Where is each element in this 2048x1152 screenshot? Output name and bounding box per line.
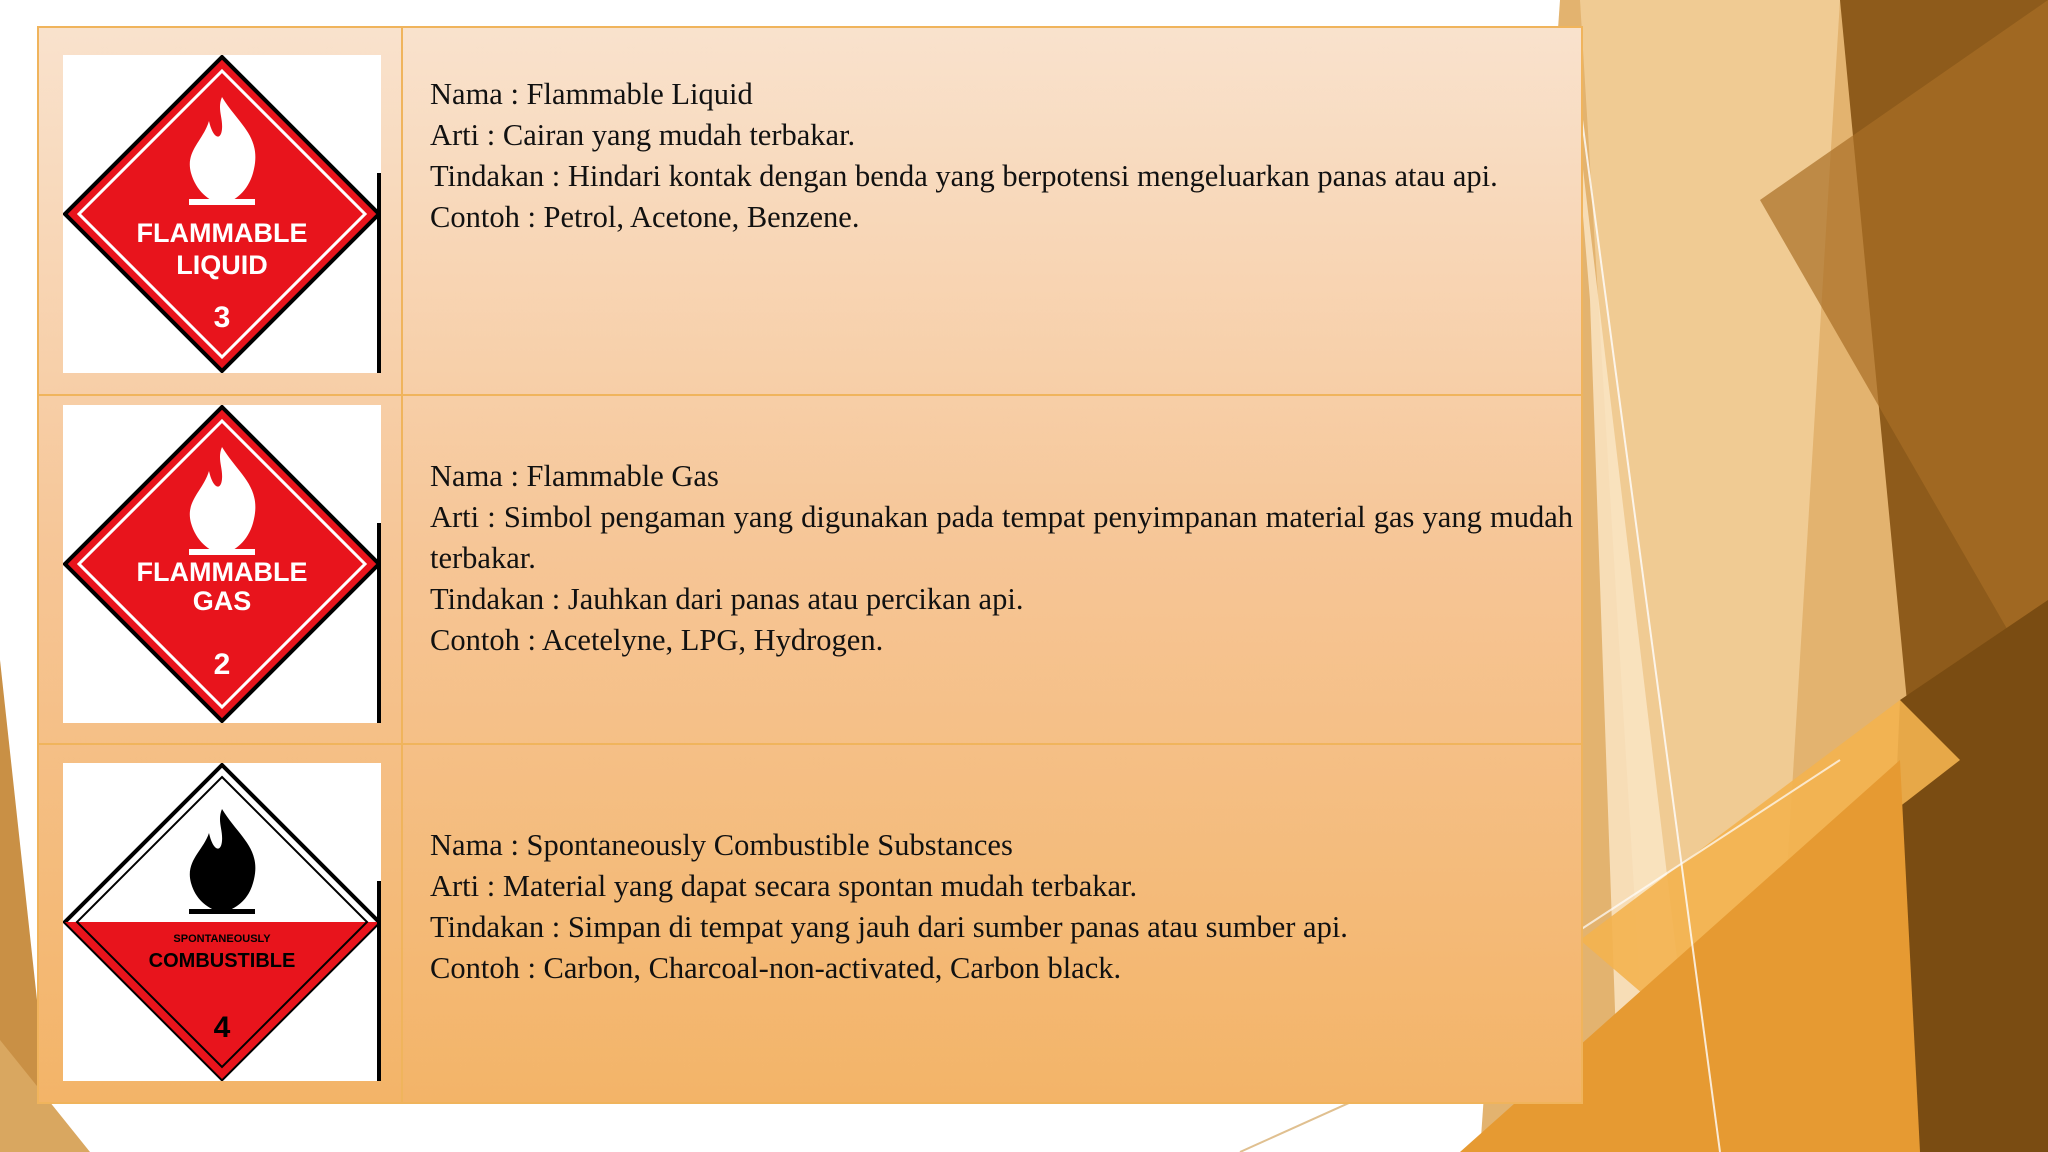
- contoh-line: Contoh : Carbon, Charcoal-non-activated, Carbon black.: [430, 951, 1122, 986]
- description-text: [430, 825, 1573, 989]
- table-row: [38, 27, 1582, 395]
- sign-cell: [38, 744, 402, 1103]
- tindakan-line: Tindakan : Jauhkan dari panas atau percikan api.: [430, 582, 1024, 617]
- flammable-liquid-sign-icon: [63, 55, 381, 373]
- nama-line: Nama : Spontaneously Combustible Substances: [430, 828, 1013, 863]
- description-cell: [402, 744, 1582, 1103]
- tindakan-line: Tindakan : Simpan di tempat yang jauh dari sumber panas atau sumber api.: [430, 910, 1348, 945]
- divider: [377, 523, 381, 723]
- arti-line: Arti : Simbol pengaman yang digunakan pada tempat penyimpanan material gas yang mudah terbakar.: [430, 500, 1573, 576]
- nama-line: Nama : Flammable Liquid: [430, 77, 753, 111]
- flammable-gas-sign-icon: [63, 405, 381, 723]
- contoh-line: Contoh : Petrol, Acetone, Benzene.: [430, 200, 860, 234]
- sign-line1: SPONTANEOUSLY: [173, 933, 271, 946]
- spontaneously-combustible-sign-icon: [63, 763, 381, 1081]
- sign-class-number: 4: [213, 1011, 231, 1045]
- sign-cell: [38, 27, 402, 395]
- table-row: [38, 395, 1582, 744]
- sign-class-number: 3: [213, 301, 231, 334]
- hazard-symbol-table: [37, 26, 1583, 1104]
- divider: [377, 173, 381, 373]
- description-text: [430, 456, 1573, 661]
- sign-line2: LIQUID: [176, 250, 268, 280]
- arti-line: Arti : Cairan yang mudah terbakar.: [430, 118, 856, 152]
- sign-cell: [38, 395, 402, 744]
- tindakan-line: Tindakan : Hindari kontak dengan benda yang berpotensi mengeluarkan panas atau api.: [430, 159, 1498, 193]
- description-cell: [402, 27, 1582, 395]
- sign-line1: FLAMMABLE: [136, 557, 308, 588]
- divider: [377, 881, 381, 1081]
- table-row: [38, 744, 1582, 1103]
- sign-line1: FLAMMABLE: [136, 218, 308, 248]
- description-text: [430, 74, 1573, 238]
- sign-class-number: 2: [213, 648, 231, 682]
- sign-line2: GAS: [192, 586, 252, 617]
- sign-line2: COMBUSTIBLE: [148, 950, 296, 973]
- nama-line: Nama : Flammable Gas: [430, 459, 719, 494]
- description-cell: [402, 395, 1582, 744]
- arti-line: Arti : Material yang dapat secara spontan mudah terbakar.: [430, 869, 1138, 904]
- contoh-line: Contoh : Acetelyne, LPG, Hydrogen.: [430, 623, 884, 658]
